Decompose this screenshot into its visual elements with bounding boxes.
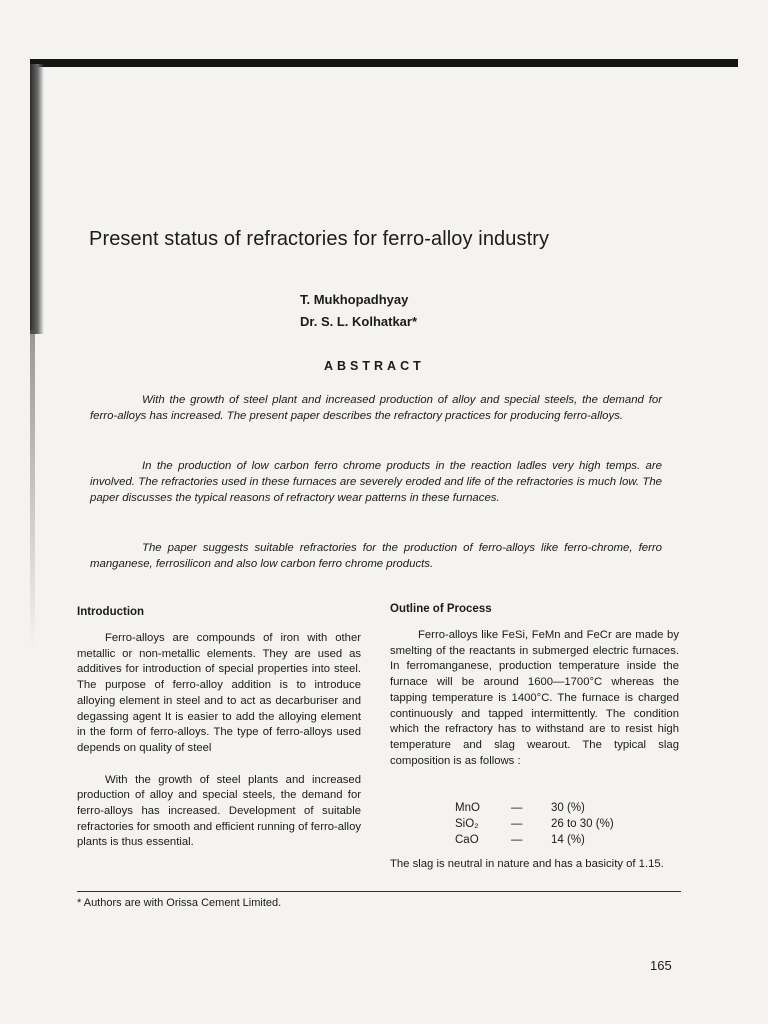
introduction-section	[77, 606, 361, 851]
author-name: Dr. S. L. Kolhatkar*	[300, 314, 418, 329]
author-name: T. Mukhopadhyay	[300, 292, 409, 307]
body-paragraph: With the growth of steel plants and increased production of alloy and special steels, the demand for ferro-alloys has increased. Development of suitable refractories for smooth and efficient running of ferro-alloy plants is thus essential.	[77, 773, 361, 849]
table-row	[455, 816, 614, 832]
abstract-heading: ABSTRACT	[324, 359, 425, 373]
slag-value: 30 (%)	[551, 802, 585, 814]
abstract-paragraph: The paper suggests suitable refractories for the production of ferro-alloys like ferro-chrome, ferro manganese, ferrosilicon and also low carbon ferro chrome products.	[90, 542, 662, 570]
footnote-rule	[77, 891, 681, 892]
table-row	[455, 800, 614, 816]
scan-edge-shadow	[30, 330, 35, 650]
footnote: * Authors are with Orissa Cement Limited.	[77, 897, 282, 909]
body-paragraph: Ferro-alloys like FeSi, FeMn and FeCr are made by smelting of the reactants in submerged electric furnaces. In ferromanganese, production temperature inside the furnace will be around 1600—1700°C whereas the tapping temperature is 1400°C. The furnace is charged continuously and tapped intermittently. The condition which the refractory has to withstand are to resist high temperature and slag wearout. The typical slag composition is as follows :	[390, 629, 679, 767]
slag-compound: CaO	[455, 834, 479, 846]
slag-value: 14 (%)	[551, 834, 585, 846]
scan-binding-shadow	[30, 64, 44, 334]
outline-section	[390, 603, 679, 769]
author-list	[300, 289, 600, 333]
slag-dash: —	[511, 818, 523, 830]
slag-compound: SiO₂	[455, 818, 479, 830]
outline-closing	[390, 857, 679, 873]
slag-composition-table	[455, 800, 614, 848]
page-top-rule	[30, 59, 738, 67]
body-paragraph: Ferro-alloys are compounds of iron with other metallic or non-metallic elements. They are used as additives for introduction of special properties into steel. The purpose of ferro-alloy addition is to introduce alloying element in steel and to act as decarburiser and degassing agent It is easier to add the alloying element in the form of ferro-alloys. The type of ferro-alloys used depends on quality of steel	[77, 632, 361, 754]
slag-dash: —	[511, 802, 523, 814]
slag-dash: —	[511, 834, 523, 846]
body-paragraph: The slag is neutral in nature and has a basicity of 1.15.	[390, 858, 664, 870]
section-heading: Introduction	[77, 606, 145, 618]
page-number: 165	[650, 958, 672, 973]
abstract-paragraph: With the growth of steel plant and increased production of alloy and special steels, the demand for ferro-alloys has increased. The present paper describes the refractory practices for producing ferro-alloys.	[90, 394, 662, 422]
paper-title: Present status of refractories for ferro-alloy industry	[89, 228, 550, 250]
section-heading: Outline of Process	[390, 603, 492, 615]
slag-value: 26 to 30 (%)	[551, 818, 614, 830]
abstract-paragraph: In the production of low carbon ferro chrome products in the reaction ladles very high temps. are involved. The refractories used in these furnaces are severely eroded and life of the refractories is much low. The paper discusses the typical reasons of refractory wear patterns in these furnaces.	[90, 460, 662, 504]
slag-compound: MnO	[455, 802, 480, 814]
table-row	[455, 832, 614, 848]
